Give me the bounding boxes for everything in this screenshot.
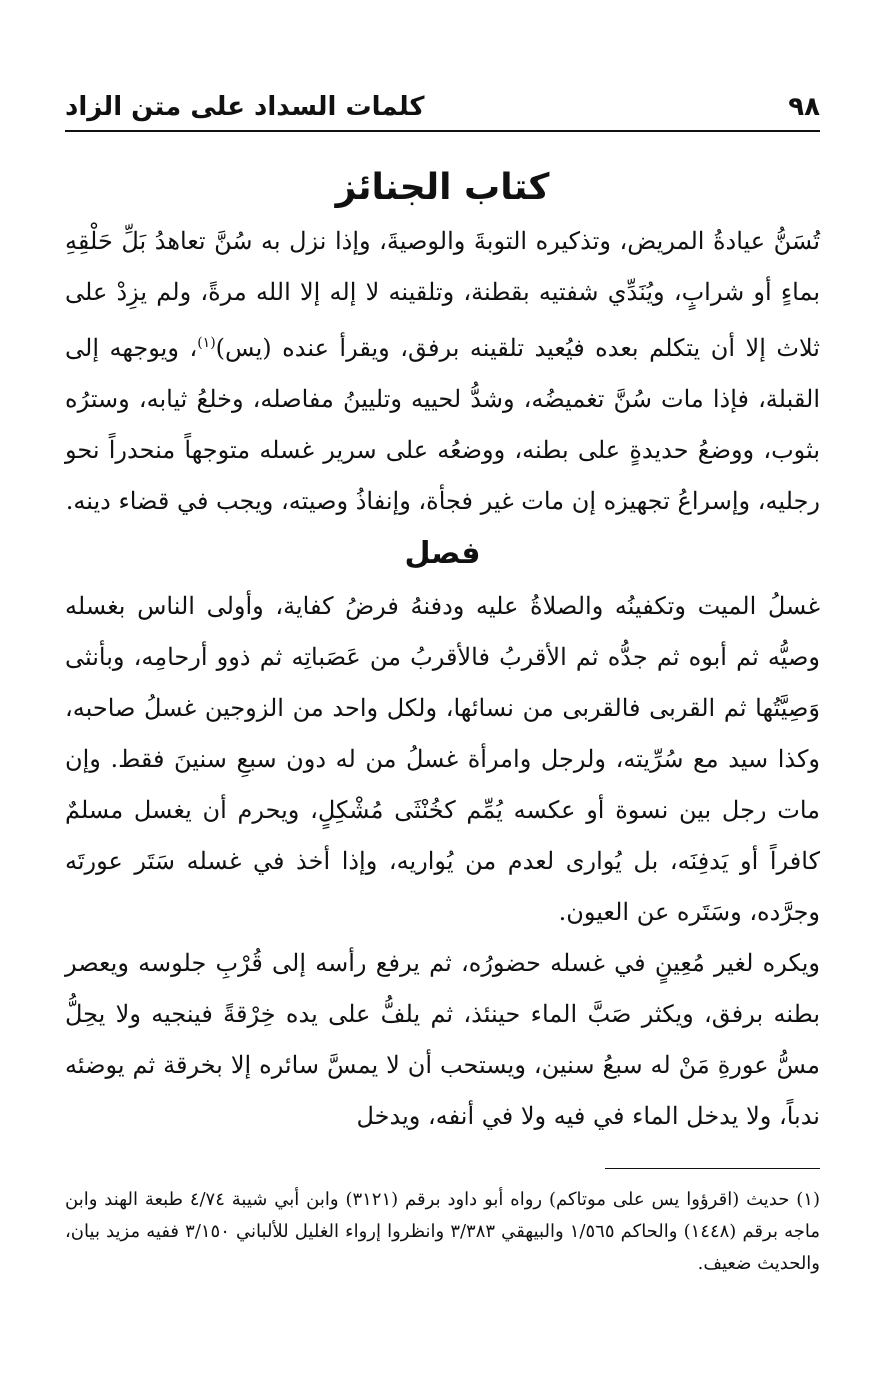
chapter-paragraph-end: ، ويوجهه إلى القبلة، فإذا مات سُنَّ تغميضُه، وشدُّ لحييه وتليينُ مفاصله، وخلعُ ثيابه، وسترُه بثوب، ووضعُ حديدةٍ على بطنه، ووضعُه على سرير غسله متوجهاً منحدراً نحو رجليه، وإسراعُ تجهيزه إن مات غير فجأة، وإنفاذُ وصيته، ويجب في قضاء دينه. [65,334,820,515]
running-title: كلمات السداد على متن الزاد [65,92,425,122]
footnote-marker: (١) [197,335,216,351]
section-paragraph: ويكره لغير مُعِينٍ في غسله حضورُه، ثم يرفع رأسه إلى قُرْبِ جلوسه ويعصر بطنه برفق، ويكثر صَبَّ الماء حينئذ، ثم يلفُّ على يده خِرْقةً فينجيه ولا يحِلُّ مسُّ عورةِ مَنْ له سبعُ سنين، ويستحب أن لا يمسَّ سائره إلا بخرقة ثم يوضئه ندباً، ولا يدخل الماء في فيه ولا في أنفه، ويدخل [65,949,820,1130]
header-rule [65,130,820,132]
section-paragraph: غسلُ الميت وتكفينُه والصلاةُ عليه ودفنهُ فرضُ كفاية، وأولى الناس بغسله وصيُّه ثم أبوه ثم جدُّه ثم الأقربُ فالأقربُ من عَصَباتِه ثم ذوو أرحامِه، وبأنثى وَصِيَّتُها ثم القربى فالقربى من نسائها، ولكل واحد من الزوجين غسلُ صاحبه، وكذا سيد مع سُرِّيته، ولرجل وامرأة غسلُ من له دون سبعِ سنينَ فقط. وإن مات رجل بين نسوة أو عكسه يُمِّم كخُنْثَى مُشْكِلٍ، ويحرم أن يغسل مسلمٌ كافراً أو يَدفِنَه، بل يُوارى لعدم من يُواريه، وإذا أخذ في غسله سَتَر عورتَه وجرَّده، وسَتَره عن العيون. [65,592,820,926]
chapter-title: كتاب الجنائز [335,167,550,208]
main-text [65,160,820,1142]
footnote: (١) حديث (اقرؤوا يس على موتاكم) رواه أبو داود برقم (٣١٢١) وابن أبي شيبة ٤/٧٤ طبعة الهند وابن ماجه برقم (١٤٤٨) والحاكم ١/٥٦٥ والبيهقي ٣/٣٨٣ وانظروا إرواء الغليل للألباني ٣/١٥٠ ففيه مزيد بيان، والحديث ضعيف. [65,1189,820,1274]
page-number: ٩٨ [788,92,820,122]
chapter-paragraph-text: تُسَنُّ عيادةُ المريض، وتذكيره التوبةَ والوصيةَ، وإذا نزل به سُنَّ تعاهدُ بَلِّ حَلْقِهِ بماءٍ أو شرابٍ، ويُنَدِّي شفتيه بقطنة، وتلقينه لا إله إلا الله مرةً، ولم يزِدْ على ثلاث إلا أن يتكلم بعده فيُعيد تلقينه برفق، ويقرأ عنده (يس) [65,227,820,362]
section-title: فصل [404,536,481,571]
page-header [65,88,820,128]
footnote-rule [605,1168,820,1169]
chapter-paragraph [65,216,820,527]
